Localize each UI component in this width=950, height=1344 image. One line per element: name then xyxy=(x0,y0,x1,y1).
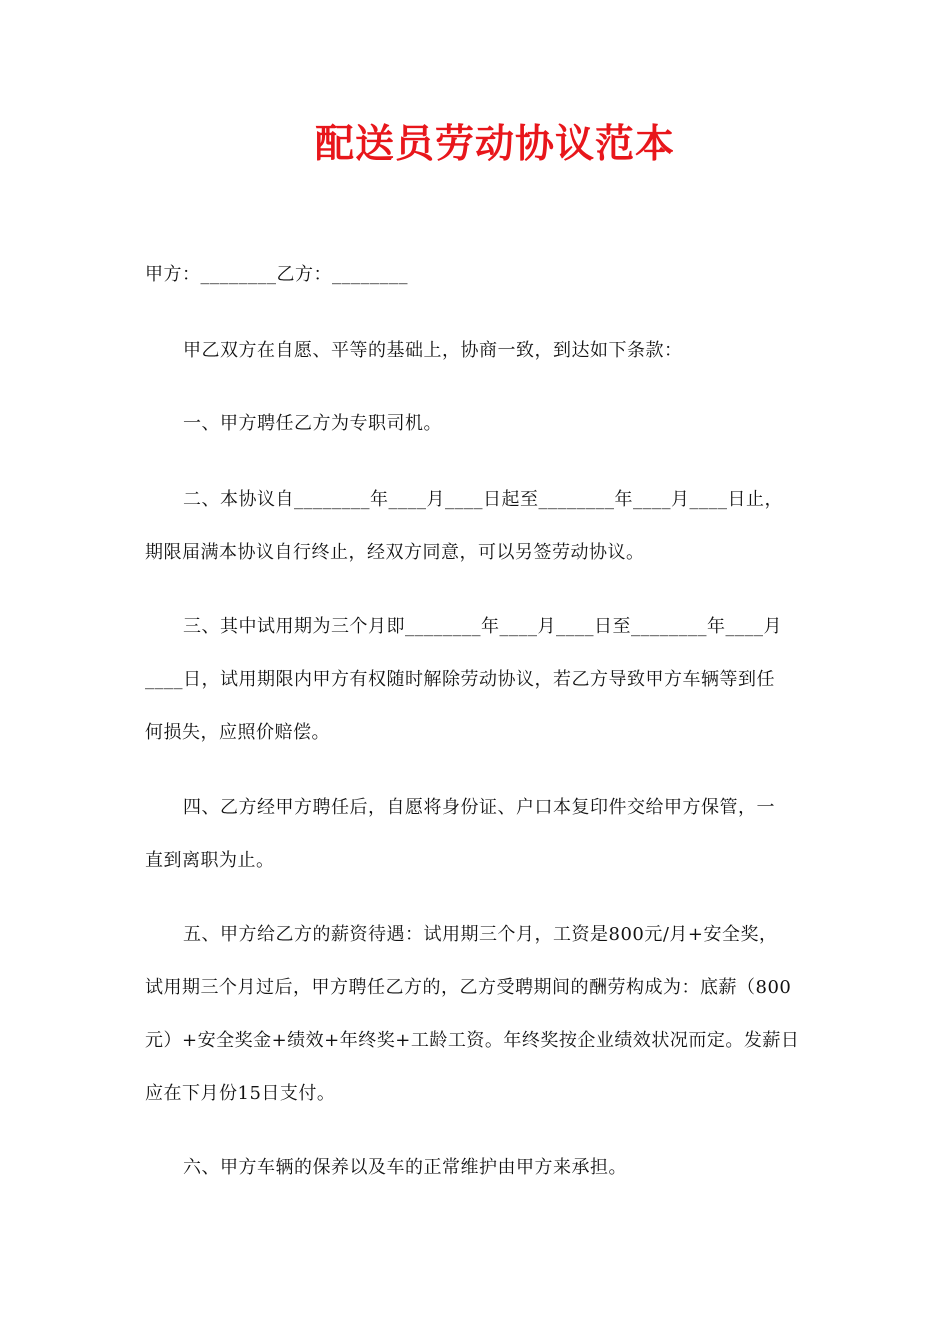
clause-2-text: 二、本协议自________年____月____日起至________年____月____日止， xyxy=(183,489,783,510)
clause-3-text-cont: ____日，试用期限内甲方有权随时解除劳动协议，若乙方导致甲方车辆等到任 xyxy=(145,669,775,690)
preamble-text: 甲乙双方在自愿、平等的基础上，协商一致，到达如下条款： xyxy=(183,340,683,361)
party-line: 甲方：________乙方：________ xyxy=(145,264,408,285)
clause-6-text: 六、甲方车辆的保养以及车的正常维护由甲方来承担。 xyxy=(183,1157,627,1178)
clause-2-text-cont: 期限届满本协议自行终止，经双方同意，可以另签劳动协议。 xyxy=(145,542,645,563)
clause-1-text: 一、甲方聘任乙方为专职司机。 xyxy=(183,413,442,434)
clause-5-text: 五、甲方给乙方的薪资待遇：试用期三个月，工资是800元/月+安全奖， xyxy=(183,924,778,945)
clause-4-text: 四、乙方经甲方聘任后，自愿将身份证、户口本复印件交给甲方保管，一 xyxy=(183,797,775,818)
clause-4-text-cont: 直到离职为止。 xyxy=(145,850,275,871)
clause-3-text-cont: 何损失，应照价赔偿。 xyxy=(145,722,330,743)
clause-3-text: 三、其中试用期为三个月即________年____月____日至________年____月 xyxy=(183,616,782,637)
clause-5-text-cont: 元）+安全奖金+绩效+年终奖+工龄工资。年终奖按企业绩效状况而定。发薪日 xyxy=(145,1030,800,1051)
clause-5-text-cont: 应在下月份15日支付。 xyxy=(145,1083,336,1104)
document-title: 配送员劳动协议范本 xyxy=(314,122,675,167)
clause-5-text-cont: 试用期三个月过后，甲方聘任乙方的，乙方受聘期间的酬劳构成为：底薪（800 xyxy=(145,977,792,998)
